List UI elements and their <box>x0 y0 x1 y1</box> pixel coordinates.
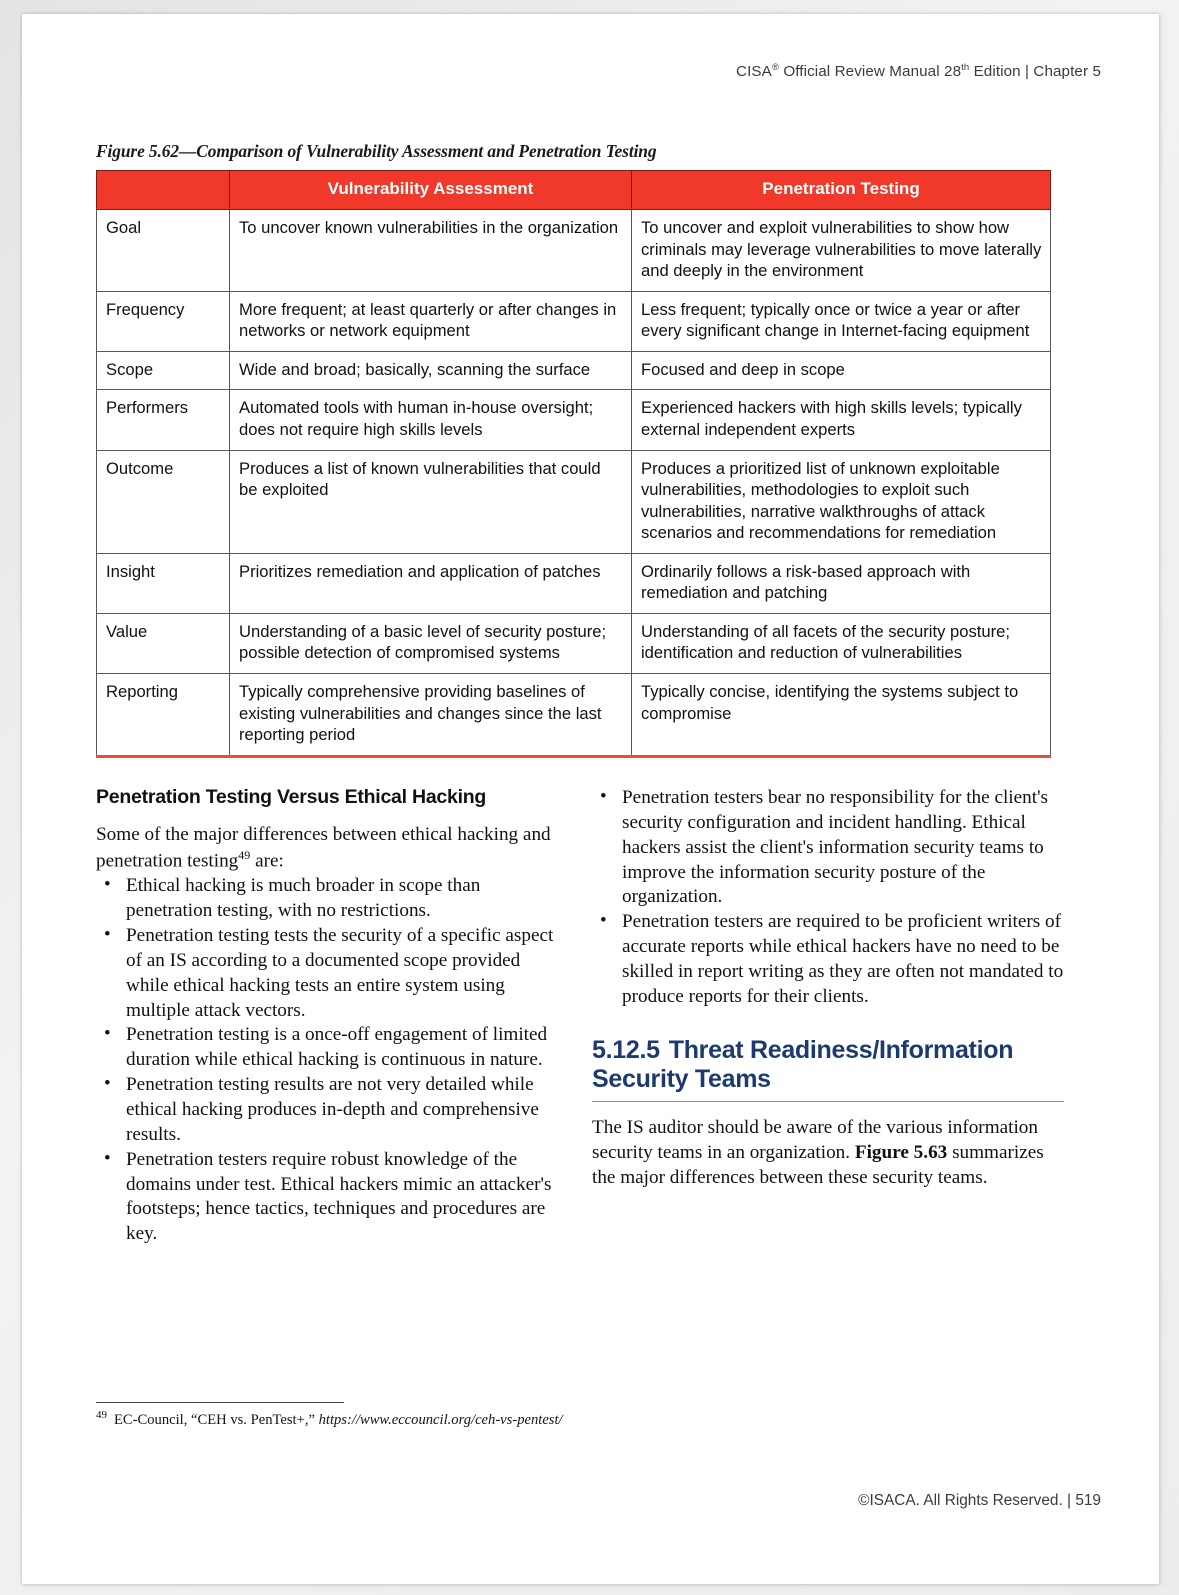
cell-outcome-va: Produces a list of known vulnerabilities that could be exploited <box>230 450 632 553</box>
table-row <box>97 351 1051 390</box>
cell-value-pt: Understanding of all facets of the security posture; identification and reduction of vulnerabilities <box>632 613 1051 673</box>
cell-scope-va: Wide and broad; basically, scanning the surface <box>230 351 632 390</box>
table-header-row <box>97 171 1051 210</box>
column-header-vulnerability-assessment: Vulnerability Assessment <box>230 171 632 210</box>
subsection-body-paragraph <box>592 1116 1064 1191</box>
cell-frequency-pt: Less frequent; typically once or twice a year or after every significant change in Internet-facing equipment <box>632 291 1051 351</box>
section-heading-pentest-vs-ethical-hacking: Penetration Testing Versus Ethical Hacking <box>96 786 487 808</box>
cell-value-va: Understanding of a basic level of security posture; possible detection of compromised systems <box>230 613 632 673</box>
list-item: • Penetration testing is a once-off engagement of limited duration while ethical hacking is continuous in nature. <box>96 1023 562 1073</box>
footnote-citation: EC-Council, “CEH vs. PenTest+,” <box>114 1411 319 1428</box>
running-head <box>736 62 1101 80</box>
running-head-title: CISA <box>736 63 772 81</box>
cell-goal-pt: To uncover and exploit vulnerabilities to show how criminals may leverage vulnerabilities to move laterally and deeply in the environment <box>632 210 1051 292</box>
figure-caption: Figure 5.62—Comparison of Vulnerability Assessment and Penetration Testing <box>96 141 657 161</box>
footnote-separator <box>96 1402 344 1403</box>
list-item: • Penetration testers bear no responsibility for the client's security configuration and incident handling. Ethical hackers assist the client's information security teams to improve the information security posture of the organization. <box>592 786 1064 910</box>
cell-insight-va: Prioritizes remediation and application of patches <box>230 553 632 613</box>
cell-outcome-pt: Produces a prioritized list of unknown exploitable vulnerabilities, methodologies to exploit such vulnerabilities, narrative walkthroughs of attack scenarios and recommendations for remediation <box>632 450 1051 553</box>
table-row <box>97 450 1051 553</box>
row-label-frequency: Frequency <box>97 291 230 351</box>
table-row <box>97 291 1051 351</box>
column-header-blank <box>97 171 230 210</box>
row-label-outcome: Outcome <box>97 450 230 553</box>
footnote-reference-49: 49 <box>238 847 251 862</box>
figure-563-reference: Figure 5.63 <box>854 1142 948 1164</box>
running-head-manual: Official Review Manual 28 <box>779 63 962 81</box>
cell-reporting-va: Typically comprehensive providing baselines of existing vulnerabilities and changes since the last reporting period <box>230 674 632 757</box>
row-label-scope: Scope <box>97 351 230 390</box>
subsection-number: 5.12.5 <box>592 1035 660 1064</box>
subsection-body-before: The IS auditor should be aware of the various information security teams in an organization. <box>592 1117 1038 1164</box>
cell-insight-pt: Ordinarily follows a risk-based approach with remediation and patching <box>632 553 1051 613</box>
cell-frequency-va: More frequent; at least quarterly or after changes in networks or network equipment <box>230 291 632 351</box>
cell-performers-va: Automated tools with human in-house oversight; does not require high skills levels <box>230 390 632 450</box>
footnote-block <box>96 1402 696 1429</box>
row-label-reporting: Reporting <box>97 674 230 757</box>
page-footer: ©ISACA. All Rights Reserved. | 519 <box>858 1492 1101 1509</box>
right-bullet-list <box>592 786 1064 1010</box>
list-item: • Penetration testers are required to be proficient writers of accurate reports while ethical hackers have no need to be skilled in report writing as they are often not mandated to produce reports for their clients. <box>592 910 1064 1009</box>
list-item: • Penetration testing results are not very detailed while ethical hacking produces in-depth and comprehensive results. <box>96 1073 562 1148</box>
registered-mark-icon: ® <box>771 62 779 73</box>
intro-paragraph <box>96 823 562 874</box>
table-row <box>97 613 1051 673</box>
running-head-chapter: Edition | Chapter 5 <box>969 63 1101 81</box>
table-row <box>97 210 1051 292</box>
subsection-title: Threat Readiness/Information Security Teams <box>592 1035 1014 1093</box>
footnote-entry <box>96 1409 696 1429</box>
list-item: • Penetration testing tests the security of a specific aspect of an IS according to a documented scope provided while ethical hacking tests an entire system using multiple attack vectors. <box>96 924 562 1023</box>
subsection-heading <box>592 1036 1064 1095</box>
table-row <box>97 553 1051 613</box>
table-row <box>97 390 1051 450</box>
list-item: • Ethical hacking is much broader in scope than penetration testing, with no restrictions. <box>96 874 562 924</box>
intro-text-before: Some of the major differences between ethical hacking and penetration testing <box>96 824 551 872</box>
left-bullet-list <box>96 874 562 1247</box>
cell-goal-va: To uncover known vulnerabilities in the organization <box>230 210 632 292</box>
page-sheet <box>22 14 1159 1584</box>
body-column-left <box>96 786 562 1247</box>
subsection-body-after: summarizes the major differences between these security teams. <box>592 1142 1044 1189</box>
cell-scope-pt: Focused and deep in scope <box>632 351 1051 390</box>
footnote-url: https://www.eccouncil.org/ceh-vs-pentest/ <box>318 1411 563 1428</box>
row-label-performers: Performers <box>97 390 230 450</box>
subsection-divider <box>592 1101 1064 1102</box>
row-label-value: Value <box>97 613 230 673</box>
cell-reporting-pt: Typically concise, identifying the systems subject to compromise <box>632 674 1051 757</box>
footnote-number: 49 <box>96 1409 107 1421</box>
body-column-right <box>592 786 1064 1191</box>
column-header-penetration-testing: Penetration Testing <box>632 171 1051 210</box>
row-label-insight: Insight <box>97 553 230 613</box>
cell-performers-pt: Experienced hackers with high skills levels; typically external independent experts <box>632 390 1051 450</box>
comparison-table <box>96 170 1051 758</box>
figure-562-table-wrapper <box>96 170 1050 758</box>
table-row <box>97 674 1051 757</box>
row-label-goal: Goal <box>97 210 230 292</box>
list-item: • Penetration testers require robust knowledge of the domains under test. Ethical hackers mimic an attacker's footsteps; hence tactics, techniques and procedures are key. <box>96 1148 562 1247</box>
subsection-5-12-5 <box>592 1036 1064 1191</box>
intro-text-after: are: <box>250 850 284 872</box>
running-head-ordinal: th <box>961 62 970 73</box>
